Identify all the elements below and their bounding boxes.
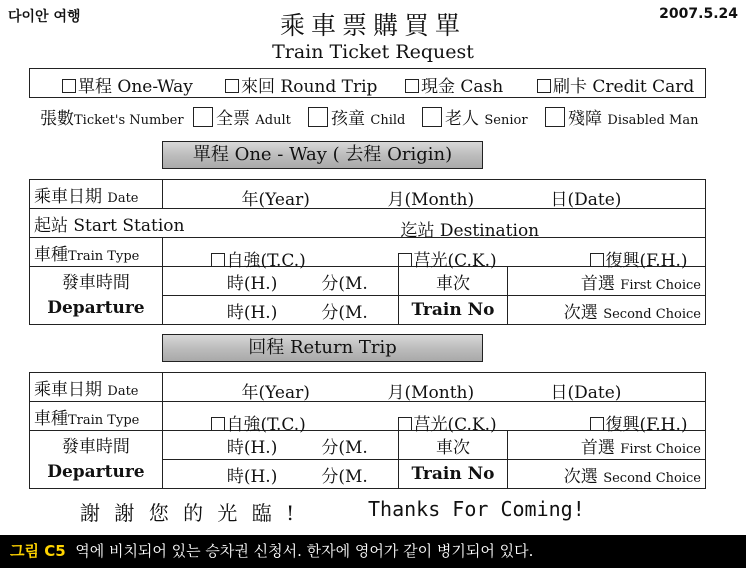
type-fh-label: 復興(F.H.) [605,414,688,435]
date-input-cell[interactable] [162,373,705,402]
option-credit-card[interactable] [537,72,694,97]
train-no-en: Train No [411,464,495,484]
option-one-way[interactable] [62,72,193,97]
option-label: 刷卡 Credit Card [553,77,695,97]
checkbox-icon[interactable] [590,417,604,431]
checkbox-icon[interactable] [193,107,213,127]
type-fh-option[interactable] [590,410,688,435]
train-no-zh-cell [398,267,508,296]
figure-caption [0,535,746,568]
ticket-senior[interactable] [422,104,528,129]
one-way-table [29,179,706,325]
train-type-zh: 車種 [34,408,68,429]
option-cash[interactable] [405,72,503,97]
checkbox-icon[interactable] [225,79,239,93]
first-choice-zh: 首選 [580,273,615,294]
form-title-chinese: 乘車票購買單 [279,11,466,40]
train-type-options [162,402,705,435]
ticket-senior-zh: 老人 [445,109,479,129]
date-input-cell[interactable] [162,180,705,209]
ticket-child[interactable] [308,104,405,129]
type-tc-label: 自強(T.C.) [226,414,306,435]
second-choice-cell[interactable] [508,296,706,325]
type-fh-label: 復興(F.H.) [605,250,688,271]
type-ck-option[interactable] [398,410,497,435]
checkbox-icon[interactable] [308,107,328,127]
year-label: 年(Year) [241,189,310,210]
option-round-trip[interactable] [225,72,377,97]
destination-zh: 迄站 [400,220,435,241]
first-choice-zh: 首選 [580,437,615,458]
train-type-en: Train Type [68,248,140,264]
checkbox-icon[interactable] [537,79,551,93]
ticket-adult-en: Adult [255,113,291,128]
ticket-child-zh: 孩童 [331,109,365,129]
date-stamp: 2007.5.24 [659,6,738,22]
return-table [29,372,706,489]
checkbox-icon[interactable] [590,253,604,267]
day-label: 日(Date) [550,189,622,210]
thanks-english: Thanks For Coming! [368,497,585,521]
checkbox-icon[interactable] [405,79,419,93]
ticket-child-en: Child [370,113,406,128]
handwritten-note: 다이안 여행 [8,9,81,25]
type-tc-option[interactable] [211,410,306,435]
checkbox-icon[interactable] [422,107,442,127]
type-tc-option[interactable] [211,246,306,271]
second-time-cell[interactable] [162,460,398,489]
train-type-label-cell [30,238,163,267]
type-ck-label: 莒光(C.K.) [413,414,497,435]
checkbox-icon[interactable] [398,417,412,431]
departure-en: Departure [47,461,145,482]
hour-label: 時(H.) [226,273,278,294]
form-title-english: Train Ticket Request [272,41,474,63]
departure-zh: 發車時間 [61,436,130,457]
date-label-en: Date [107,190,139,206]
first-time-cell[interactable] [162,431,398,460]
type-ck-option[interactable] [398,246,497,271]
hour-label: 時(H.) [226,466,278,487]
train-no-en: Train No [411,300,495,320]
second-choice-zh: 次選 [563,302,598,323]
departure-label-cell [30,267,163,325]
minute-label: 分(M. [321,466,368,487]
second-choice-en: Second Choice [603,306,701,322]
checkbox-icon[interactable] [398,253,412,267]
first-choice-cell[interactable] [508,431,706,460]
destination-en: Destination [439,220,540,241]
second-choice-cell[interactable] [508,460,706,489]
minute-label: 分(M. [321,437,368,458]
tickets-label-en: Ticket's Number [74,113,184,128]
train-no-zh: 車次 [435,273,470,294]
month-label: 月(Month) [387,382,475,403]
departure-en: Departure [47,297,145,318]
tickets-label-zh: 張數 [40,109,74,129]
checkbox-icon[interactable] [545,107,565,127]
ticket-adult[interactable] [193,104,291,129]
checkbox-icon[interactable] [211,253,225,267]
checkbox-icon[interactable] [211,417,225,431]
ticket-adult-zh: 全票 [216,109,250,129]
second-time-cell[interactable] [162,296,398,325]
destination-label [400,216,540,241]
ticket-disabled[interactable] [545,104,698,129]
minute-label: 分(M. [321,302,368,323]
station-cell[interactable] [30,209,706,241]
train-no-zh-cell [398,431,508,460]
train-no-en-cell [398,460,508,489]
train-type-label-cell [30,402,163,431]
date-label-zh: 乘車日期 [34,186,102,207]
option-label: 現金 Cash [421,77,504,97]
option-label: 來回 Round Trip [241,77,378,97]
option-label: 單程 One-Way [78,77,193,97]
thanks-chinese: 謝 謝 您 的 光 臨 ! [80,501,299,525]
date-label-zh: 乘車日期 [34,379,102,400]
departure-label-cell [30,431,163,489]
train-type-options [162,238,705,271]
train-no-en-cell [398,296,508,325]
first-time-cell[interactable] [162,267,398,296]
hour-label: 時(H.) [226,437,278,458]
return-trip-heading: 回程 Return Trip [162,334,483,362]
first-choice-en: First Choice [620,277,701,293]
caption-text: 역에 비치되어 있는 승차권 신청서. 한자에 영어가 같이 병기되어 있다. [75,542,534,560]
ticket-disabled-zh: 殘障 [568,109,602,129]
train-type-en: Train Type [68,412,140,428]
type-fh-option[interactable] [590,246,688,271]
start-station-zh: 起站 [34,215,68,236]
date-label-cell [30,373,163,402]
type-ck-label: 莒光(C.K.) [413,250,497,271]
one-way-heading: 單程 One - Way ( 去程 Origin) [162,141,483,169]
type-tc-label: 自強(T.C.) [226,250,306,271]
minute-label: 分(M. [321,273,368,294]
caption-label: 그림 C5 [10,542,66,560]
ticket-senior-en: Senior [484,113,528,128]
tickets-label [40,104,184,129]
month-label: 月(Month) [387,189,475,210]
checkbox-icon[interactable] [62,79,76,93]
train-type-zh: 車種 [34,244,68,265]
day-label: 日(Date) [550,382,622,403]
departure-zh: 發車時間 [61,272,130,293]
date-label-en: Date [107,383,139,399]
hour-label: 時(H.) [226,302,278,323]
start-station-en: Start Station [73,215,185,236]
first-choice-cell[interactable] [508,267,706,296]
year-label: 年(Year) [241,382,310,403]
second-choice-zh: 次選 [563,466,598,487]
date-label-cell [30,180,163,209]
ticket-disabled-en: Disabled Man [607,113,699,128]
second-choice-en: Second Choice [603,470,701,486]
first-choice-en: First Choice [620,441,701,457]
train-no-zh: 車次 [435,437,470,458]
